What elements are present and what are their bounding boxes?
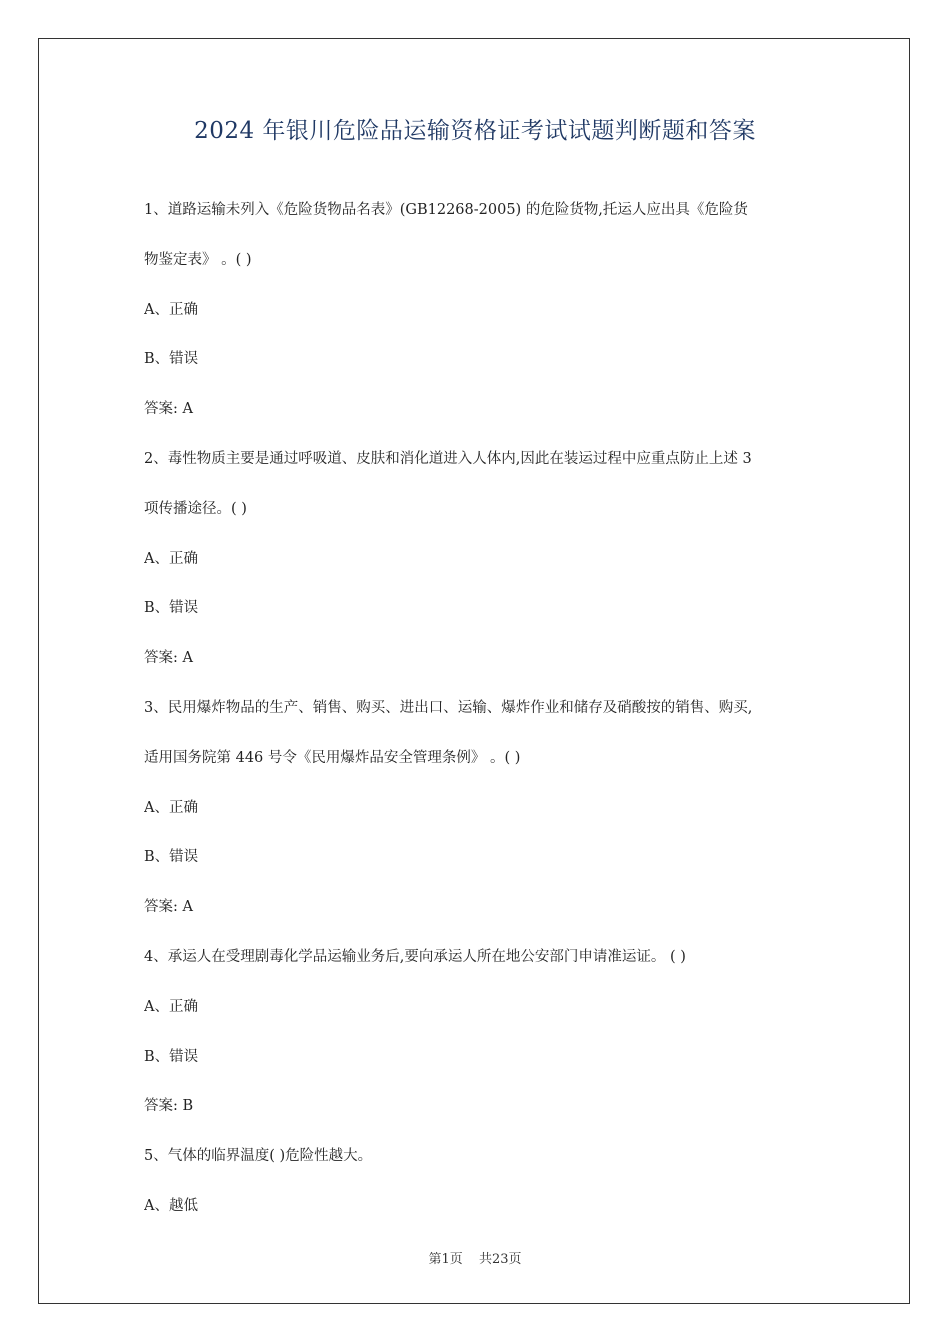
question-1-answer: 答案: A [144,401,193,418]
question-4-answer: 答案: B [144,1098,194,1115]
page-number: 第1页 [428,1252,463,1267]
question-2-option-a: A、正确 [144,550,198,567]
question-2-text-line-1: 2、毒性物质主要是通过呼吸道、皮肤和消化道进入人体内,因此在装运过程中应重点防止上述 3 [144,450,752,467]
document-body [144,186,816,1232]
question-2-text-line-2: 项传播途径。( ) [144,500,247,517]
question-3-text-line-2: 适用国务院第 446 号令《民用爆炸品安全管理条例》 。( ) [144,749,521,766]
question-1-text-line-2: 物鉴定表》 。( ) [144,251,252,268]
question-3-answer: 答案: A [144,899,193,916]
page-footer [0,1248,950,1267]
question-3-text-line-1: 3、民用爆炸物品的生产、销售、购买、进出口、运输、爆炸作业和储存及硝酸按的销售、购买, [144,699,753,716]
question-3-option-a: A、正确 [144,799,198,816]
question-1-text-line-1: 1、道路运输未列入《危险货物品名表》(GB12268-2005) 的危险货物,托运人应出具《危险货 [144,202,748,218]
question-4-text: 4、承运人在受理剧毒化学品运输业务后,要向承运人所在地公安部门申请准运证。 ( ) [144,948,686,965]
document-title: 2024 年银川危险品运输资格证考试试题判断题和答案 [194,118,756,144]
question-5-text: 5、气体的临界温度( )危险性越大。 [144,1148,373,1165]
page-total: 共23页 [478,1252,522,1267]
question-4-option-a: A、正确 [144,998,198,1015]
question-3-option-b: B、错误 [144,849,199,866]
question-2-option-b: B、错误 [144,600,199,617]
question-1-option-b: B、错误 [144,351,199,368]
question-2-answer: 答案: A [144,650,193,667]
question-5-option-a: A、越低 [144,1197,198,1214]
question-1-option-a: A、正确 [144,301,198,318]
question-4-option-b: B、错误 [144,1048,199,1065]
